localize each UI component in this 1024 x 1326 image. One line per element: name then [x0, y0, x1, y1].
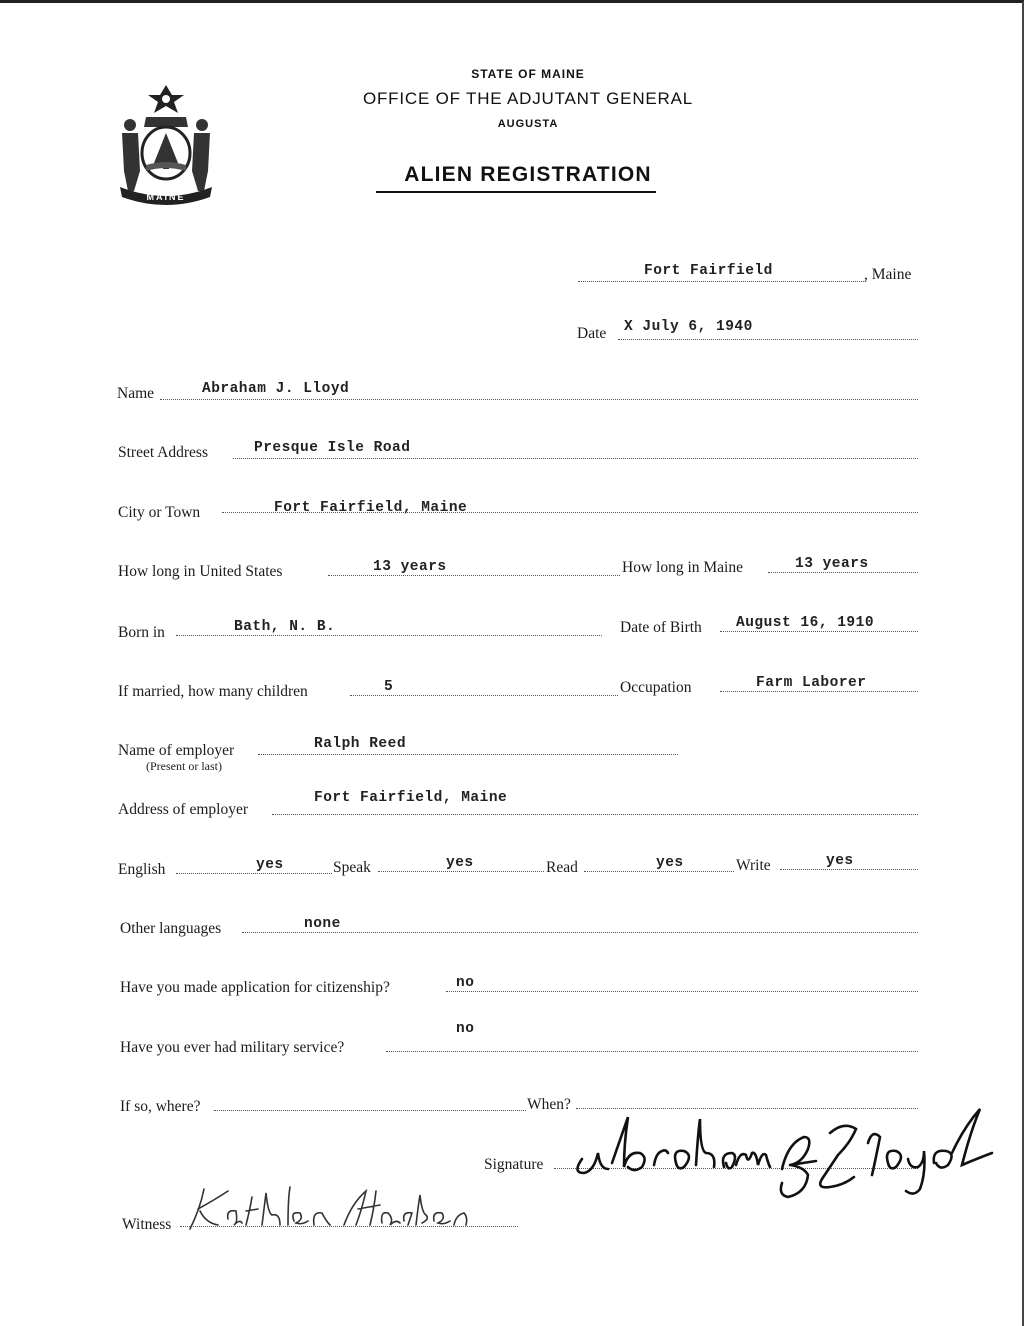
employer-note: (Present or last): [146, 759, 222, 773]
us-duration-line: [328, 575, 620, 576]
place-line: [578, 281, 866, 282]
military-line: [386, 1051, 918, 1052]
svg-text:MAINE: MAINE: [146, 192, 186, 202]
birthplace-label: Born in: [118, 624, 165, 641]
name-label: Name: [117, 385, 155, 402]
date-label: Date: [577, 325, 607, 342]
speak-line: [378, 871, 544, 872]
occupation-line: [720, 691, 918, 692]
occupation-value: Farm Laborer: [756, 675, 867, 691]
children-line: [350, 695, 618, 696]
place-suffix: , Maine: [864, 266, 912, 283]
employer-address-line: [272, 814, 918, 815]
city-value: Fort Fairfield, Maine: [274, 500, 468, 516]
employer-address-label: Address of employer: [118, 801, 248, 818]
maine-state-seal-icon: [112, 81, 220, 206]
occupation-label: Occupation: [620, 679, 692, 696]
speak-value: yes: [446, 855, 474, 871]
office-heading: OFFICE OF THE ADJUTANT GENERAL: [362, 89, 694, 108]
street-value: Presque Isle Road: [254, 440, 411, 456]
maine-duration-value: 13 years: [795, 556, 869, 572]
write-label: Write: [736, 857, 771, 874]
date-value: X July 6, 1940: [624, 319, 753, 335]
read-value: yes: [656, 855, 684, 871]
where-line: [214, 1110, 526, 1111]
city-label: City or Town: [118, 504, 201, 521]
other-languages-value: none: [304, 916, 341, 932]
military-value: no: [456, 1021, 475, 1037]
applicant-signature: [568, 1103, 1000, 1199]
title-underline: [376, 191, 656, 193]
form-title: ALIEN REGISTRATION: [404, 163, 652, 186]
write-line: [780, 869, 918, 870]
when-label: When?: [527, 1096, 571, 1113]
read-line: [584, 871, 734, 872]
read-label: Read: [546, 859, 578, 876]
where-label: If so, where?: [120, 1098, 201, 1115]
employer-label: Name of employer: [118, 742, 235, 759]
employer-line: [258, 754, 678, 755]
citizenship-value: no: [456, 975, 475, 991]
write-value: yes: [826, 853, 854, 869]
city-heading: AUGUSTA: [497, 118, 559, 130]
other-languages-line: [242, 932, 918, 933]
speak-label: Speak: [333, 859, 371, 876]
children-value: 5: [384, 679, 394, 695]
english-label: English: [118, 861, 166, 878]
us-duration-label: How long in United States: [118, 563, 283, 580]
other-languages-label: Other languages: [120, 920, 222, 937]
name-value: Abraham J. Lloyd: [202, 381, 350, 397]
place-value: Fort Fairfield: [644, 263, 773, 279]
street-line: [233, 458, 918, 459]
witness-label: Witness: [122, 1216, 172, 1233]
signature-label: Signature: [484, 1156, 544, 1173]
employer-address-value: Fort Fairfield, Maine: [314, 790, 508, 806]
dob-line: [720, 631, 918, 632]
birthplace-value: Bath, N. B.: [234, 619, 336, 635]
birthplace-line: [176, 635, 602, 636]
military-label: Have you ever had military service?: [120, 1039, 345, 1056]
employer-value: Ralph Reed: [314, 736, 407, 752]
witness-signature: [176, 1179, 476, 1235]
us-duration-value: 13 years: [373, 559, 447, 575]
english-line: [176, 873, 332, 874]
date-line: [618, 339, 918, 340]
citizenship-line: [446, 991, 918, 992]
maine-duration-label: How long in Maine: [622, 559, 743, 576]
children-label: If married, how many children: [118, 683, 308, 700]
dob-value: August 16, 1910: [736, 615, 875, 631]
maine-duration-line: [768, 572, 918, 573]
citizenship-label: Have you made application for citizenship?: [120, 979, 390, 996]
dob-label: Date of Birth: [620, 619, 702, 636]
street-label: Street Address: [118, 444, 208, 461]
name-line: [160, 399, 918, 400]
state-heading: STATE OF MAINE: [471, 67, 585, 81]
english-value: yes: [256, 857, 284, 873]
